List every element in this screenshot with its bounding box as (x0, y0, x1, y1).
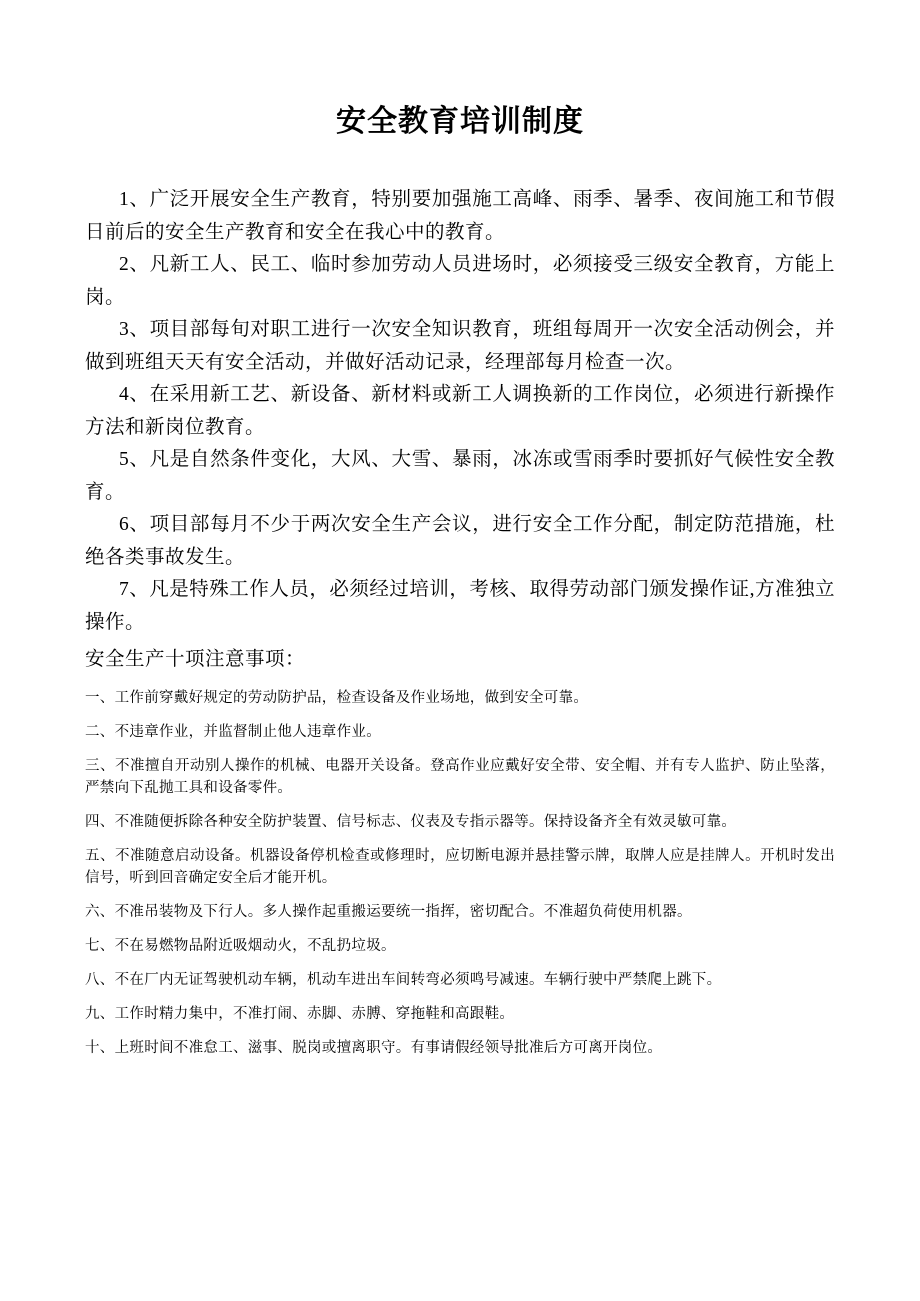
paragraph-3: 3、项目部每旬对职工进行一次安全知识教育，班组每周开一次安全活动例会，并做到班组天天有安全活动，并做好活动记录，经理部每月检查一次。 (85, 319, 835, 373)
paragraph-1: 1、广泛开展安全生产教育，特别要加强施工高峰、雨季、暑季、夜间施工和节假日前后的安全生产教育和安全在我心中的教育。 (85, 189, 835, 243)
note-item-3: 三、不准擅自开动别人操作的机械、电器开关设备。登高作业应戴好安全带、安全帽、并有专人监护、防止坠落，严禁向下乱抛工具和设备零件。 (85, 758, 835, 796)
note-item-10: 十、上班时间不准怠工、滋事、脱岗或擅离职守。有事请假经领导批准后方可离开岗位。 (85, 1040, 663, 1056)
note-item-6: 六、不准吊装物及下行人。多人操作起重搬运要统一指挥，密切配合。不准超负荷使用机器。 (85, 904, 692, 920)
section-heading: 安全生产十项注意事项： (85, 649, 306, 670)
note-item-1: 一、工作前穿戴好规定的劳动防护品，检查设备及作业场地，做到安全可靠。 (85, 690, 589, 706)
numbered-paragraphs (85, 184, 835, 639)
safety-notes-list (85, 687, 835, 1059)
paragraph-7: 7、凡是特殊工作人员，必须经过培训，考核、取得劳动部门颁发操作证,方准独立操作。 (85, 579, 835, 633)
page-title: 安全教育培训制度 (336, 105, 584, 138)
note-item-4: 四、不准随便拆除各种安全防护装置、信号标志、仪表及专指示器等。保持设备齐全有效灵敏可靠。 (85, 814, 737, 830)
paragraph-5: 5、凡是自然条件变化，大风、大雪、暴雨，冰冻或雪雨季时要抓好气候性安全教育。 (85, 449, 835, 503)
note-item-7: 七、不在易燃物品附近吸烟动火，不乱扔垃圾。 (85, 938, 396, 954)
note-item-9: 九、工作时精力集中，不准打闹、赤脚、赤膊、穿拖鞋和高跟鞋。 (85, 1006, 515, 1022)
paragraph-4: 4、在采用新工艺、新设备、新材料或新工人调换新的工作岗位，必须进行新操作方法和新岗位教育。 (85, 384, 835, 438)
note-item-5: 五、不准随意启动设备。机器设备停机检查或修理时，应切断电源并悬挂警示牌，取牌人应是挂牌人。开机时发出信号，听到回音确定安全后才能开机。 (85, 848, 835, 886)
note-item-2: 二、不违章作业，并监督制止他人违章作业。 (85, 724, 381, 740)
paragraph-6: 6、项目部每月不少于两次安全生产会议，进行安全工作分配，制定防范措施，杜绝各类事故发生。 (85, 514, 835, 568)
paragraph-2: 2、凡新工人、民工、临时参加劳动人员进场时，必须接受三级安全教育，方能上岗。 (85, 254, 835, 308)
note-item-8: 八、不在厂内无证驾驶机动车辆，机动车进出车间转弯必须鸣号减速。车辆行驶中严禁爬上跳下。 (85, 972, 722, 988)
